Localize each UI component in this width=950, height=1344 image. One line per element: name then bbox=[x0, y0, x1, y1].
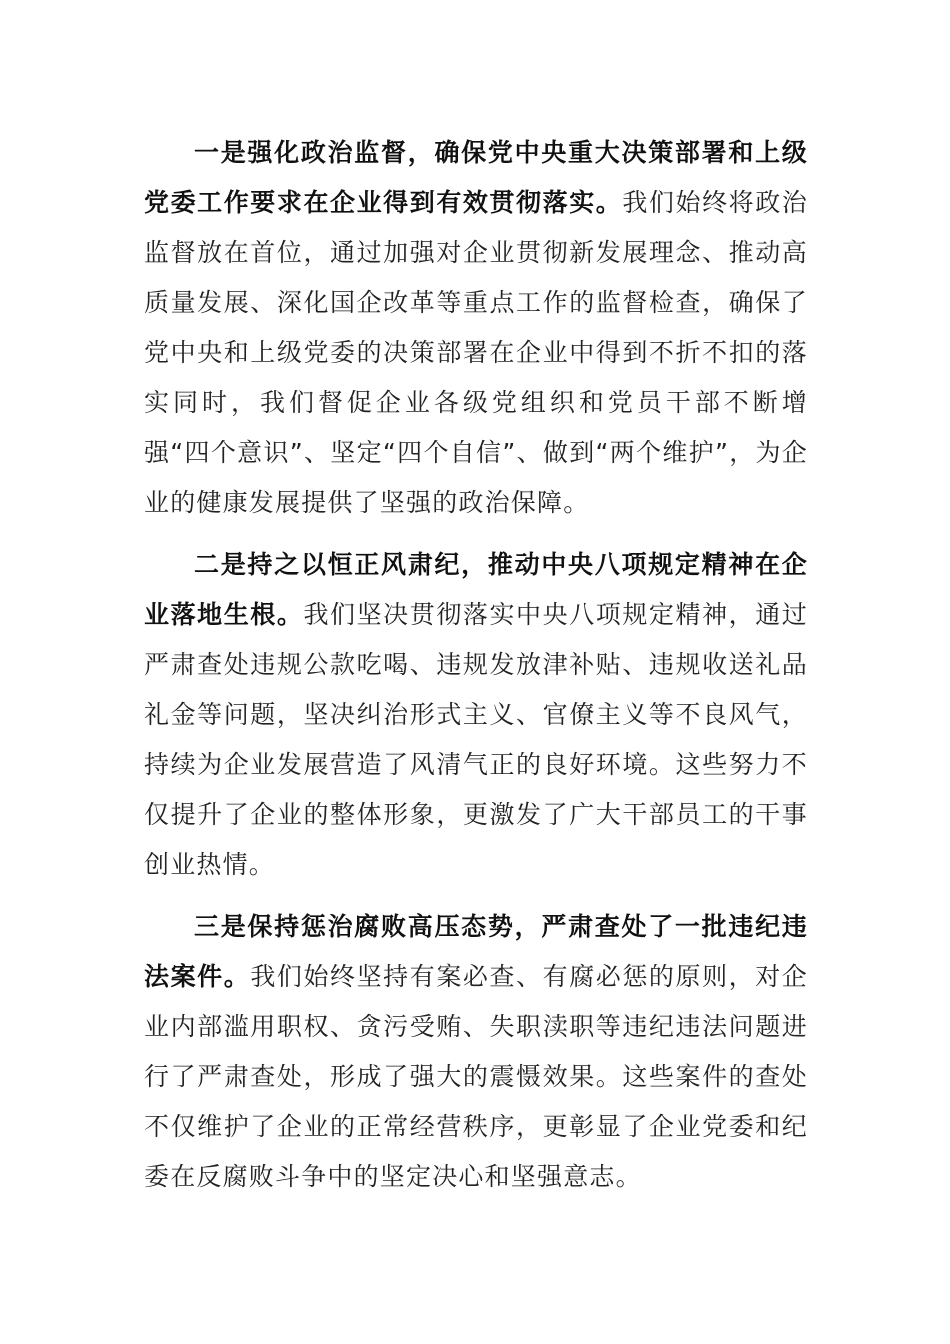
paragraph-lead: 一是强化政治监督，确保党中央重大决策部署和上级党委工作要求在企业得到有效贯彻落实。 bbox=[144, 138, 808, 217]
paragraph-body: 我们始终将政治监督放在首位，通过加强对企业贯彻新发展理念、推动高质量发展、深化国企改革等重点工作的监督检查，确保了党中央和上级党委的决策部署在企业中得到不折不扣的落实同时，我们督促企业各级党组织和党员干部不断增强“四个意识”、坚定“四个自信”、做到“两个维护”，为企业的健康发展提供了坚强的政治保障。 bbox=[144, 188, 808, 517]
paragraph-lead: 二是持之以恒正风肃纪，推动中央八项规定精神在企业落地生根。 bbox=[144, 550, 808, 629]
paragraph-political-supervision bbox=[144, 128, 808, 528]
paragraph-body: 我们始终坚持有案必查、有腐必惩的原则，对企业内部滥用职权、贪污受贿、失职渎职等违纪违法问题进行了严肃查处，形成了强大的震慑效果。这些案件的查处不仅维护了企业的正常经营秩序，更彰显了企业党委和纪委在反腐败斗争中的坚定决心和坚强意志。 bbox=[144, 962, 809, 1191]
paragraph-lead: 三是保持惩治腐败高压态势，严肃查处了一批违纪违法案件。 bbox=[144, 912, 808, 991]
paragraph-anti-corruption bbox=[144, 902, 808, 1202]
paragraph-discipline bbox=[144, 540, 808, 890]
document-body bbox=[144, 128, 808, 1214]
paragraph-body: 我们坚决贯彻落实中央八项规定精神，通过严肃查处违规公款吃喝、违规发放津补贴、违规收送礼品礼金等问题，坚决纠治形式主义、官僚主义等不良风气，持续为企业发展营造了风清气正的良好环境。这些努力不仅提升了企业的整体形象，更激发了广大干部员工的干事创业热情。 bbox=[144, 600, 808, 879]
